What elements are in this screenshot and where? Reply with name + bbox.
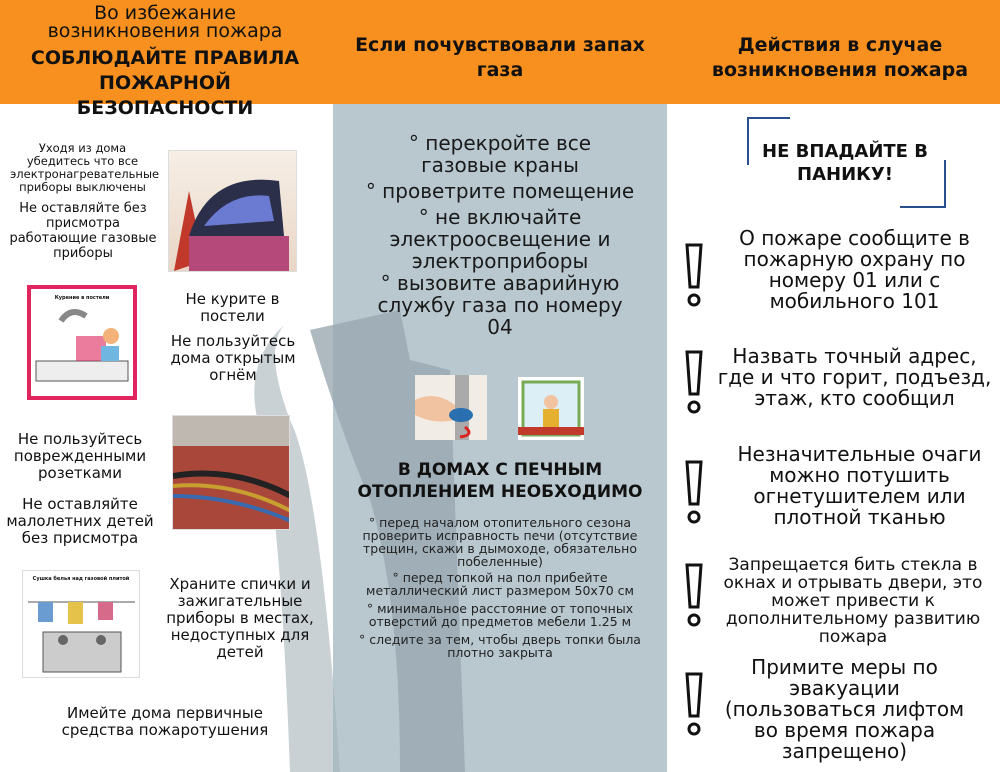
tip-damaged-sockets: Не пользуйтесь поврежденными розетками	[13, 430, 147, 482]
stove-step: ° следите за тем, чтобы дверь топки была плотно закрыта	[359, 632, 641, 660]
laundry-image	[22, 570, 140, 678]
header-line: Во избежание	[94, 2, 236, 24]
stove-step: ° перед началом отопительного сезона проверить исправность печи (отсутствие трещин, скажи в дымоходе, обязательно побеленные)	[362, 515, 638, 569]
header-col3: Действия в случае возникновения пожара	[711, 34, 969, 81]
header-bold: СОБЛЮДАЙТЕ ПРАВИЛА ПОЖАРНОЙ БЕЗОПАСНОСТИ	[30, 47, 300, 119]
smoking-image	[27, 285, 137, 400]
action-windows: Запрещается бить стекла в окнах и отрывать двери, это может привести к дополнительному развитию пожара	[723, 555, 983, 647]
gas-valve-image	[415, 375, 487, 440]
tip-no-smoking: Не курите в постели	[185, 290, 280, 325]
exclamation-icon	[683, 672, 705, 742]
exclamation-icon	[683, 563, 705, 633]
exclamation-icon	[683, 243, 705, 313]
image-caption: Сушка белья над газовой плитой	[32, 576, 130, 582]
tip-leave-home: Уходя из дома убедитесь что все электронагревательные приборы выключены	[10, 141, 160, 194]
gas-step: ° вызовите аварийную службу газа по номеру 04	[377, 271, 623, 339]
tip-no-open-fire: Не пользуйтесь дома открытым огнём	[170, 332, 296, 384]
stove-step: ° минимальное расстояние от топочных отверстий до предметов мебели 1.25 м	[366, 601, 634, 629]
action-extinguish: Незначительные очаги можно потушить огнетушителем или плотной тканью	[737, 442, 982, 529]
action-evacuation: Примите меры по эвакуации (пользоваться лифтом во время пожара запрещено)	[724, 655, 965, 763]
sockets-image	[172, 415, 290, 530]
image-caption: Курение в постели	[54, 295, 110, 301]
action-address: Назвать точный адрес, где и что горит, подъезд, этаж, кто сообщил	[717, 344, 992, 410]
action-report-fire: О пожаре сообщите в пожарную охрану по номеру 01 или с мобильного 101	[739, 226, 970, 313]
exclamation-icon	[683, 460, 705, 530]
stove-heading: В ДОМАХ С ПЕЧНЫМ ОТОПЛЕНИЕМ НЕОБХОДИМО	[357, 460, 643, 502]
tip-gas-unattended: Не оставляйте без присмотра работающие газовые приборы	[9, 201, 157, 261]
stove-steps-list	[340, 516, 660, 659]
tip-matches: Храните спички и зажигательные приборы в местах, недоступных для детей	[166, 575, 314, 661]
exclamation-icon	[683, 350, 705, 420]
gas-steps-list	[365, 132, 635, 338]
gas-step: ° не включайте электроосвещение и электроприборы	[389, 205, 611, 273]
header-line: возникновения пожара	[47, 20, 283, 42]
tip-children: Не оставляйте малолетних детей без присмотра	[6, 495, 154, 547]
header-col2: Если почувствовали запах газа	[355, 34, 645, 81]
gas-step: ° перекройте все газовые краны	[408, 131, 592, 177]
tip-extinguishers: Имейте дома первичные средства пожаротушения	[61, 704, 269, 739]
gas-step: ° проветрите помещение	[365, 179, 635, 203]
open-window-image	[518, 377, 584, 440]
panic-warning: НЕ ВПАДАЙТЕ В ПАНИКУ!	[762, 141, 928, 185]
header-col1	[0, 4, 330, 121]
iron-image	[168, 150, 297, 272]
stove-step: ° перед топкой на пол прибейте металлический лист размером 50х70 см	[366, 570, 634, 598]
